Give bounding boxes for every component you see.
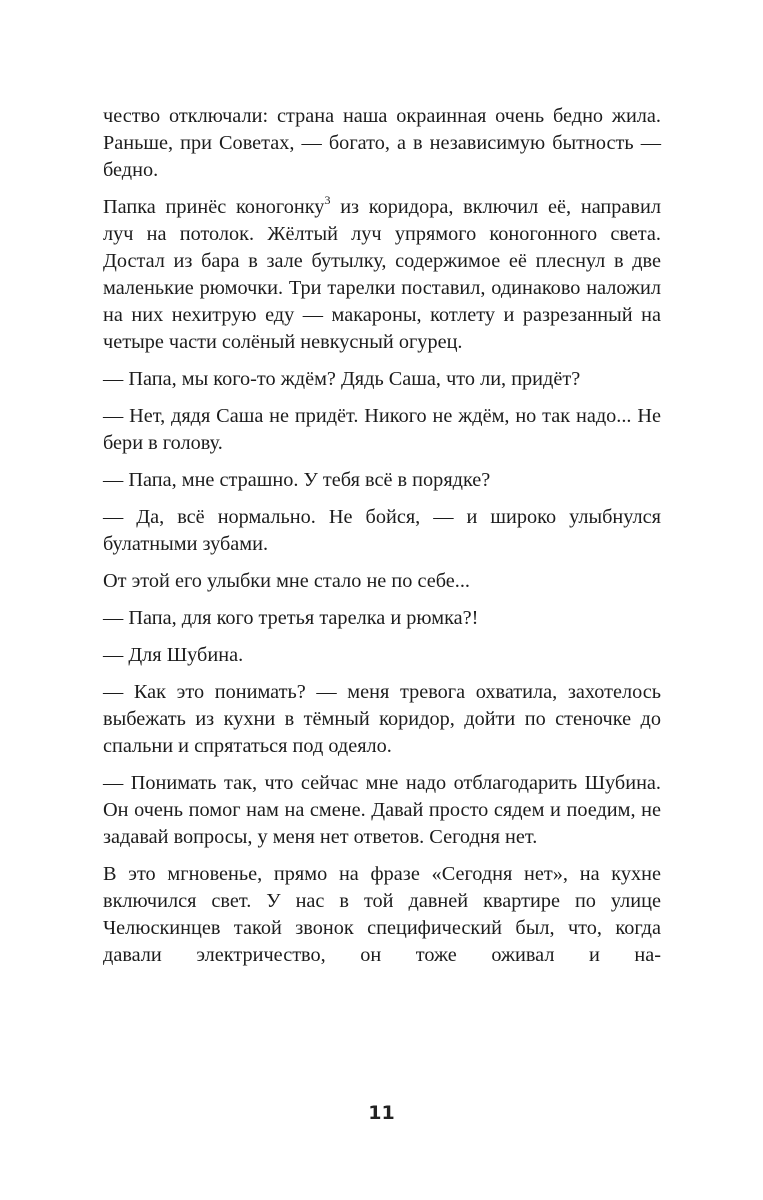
paragraph — [103, 194, 661, 356]
paragraph: — Понимать так, что сейчас мне надо отблагодарить Шубина. Он очень помог нам на смене. Давай просто сядем и поедим, не задавай вопросы, у меня нет ответов. Сегодня нет. — [103, 772, 661, 848]
page-number: 11 — [368, 1102, 395, 1124]
paragraph: — Папа, мы кого-то ждём? Дядь Саша, что ли, придёт? — [103, 368, 581, 390]
paragraph: чество отключали: страна наша окраинная очень бедно жила. Раньше, при Советах, — богато, а в независимую бытность — бедно. — [103, 105, 661, 181]
paragraph: — Как это понимать? — меня тревога охватила, захотелось выбежать из кухни в тёмный коридор, дойти по стеночке до спальни и спрятаться под одеяло. — [103, 681, 661, 757]
paragraph: От этой его улыбки мне стало не по себе... — [103, 570, 470, 592]
paragraph-text: из коридора, включил её, направил луч на потолок. Жёлтый луч упрямого коногонного света. Достал из бара в зале бутылку, содержимое её плеснул в две маленькие рюмочки. Три тарелки поставил, одинаково наложил на них нехитрую еду — макароны, котлету и разрезанный на четыре части солёный невкусный огурец. — [103, 196, 661, 353]
paragraph: — Да, всё нормально. Не бойся, — и широко улыбнулся булатными зубами. — [103, 506, 661, 555]
paragraph-text: Папка принёс коногонку — [103, 196, 325, 218]
paragraph: — Для Шубина. — [103, 644, 244, 666]
page-body — [103, 103, 661, 979]
paragraph: — Папа, для кого третья тарелка и рюмка?! — [103, 607, 479, 629]
footnote-marker[interactable]: 3 — [324, 193, 331, 207]
paragraph: В это мгновенье, прямо на фразе «Сегодня нет», на кухне включился свет. У нас в той давней квартире по улице Челюскинцев такой звонок специфический был, что, когда давали электричество, он тоже оживал и на- — [103, 863, 661, 966]
paragraph: — Папа, мне страшно. У тебя всё в порядке? — [103, 469, 491, 491]
paragraph: — Нет, дядя Саша не придёт. Никого не ждём, но так надо... Не бери в голову. — [103, 405, 661, 454]
